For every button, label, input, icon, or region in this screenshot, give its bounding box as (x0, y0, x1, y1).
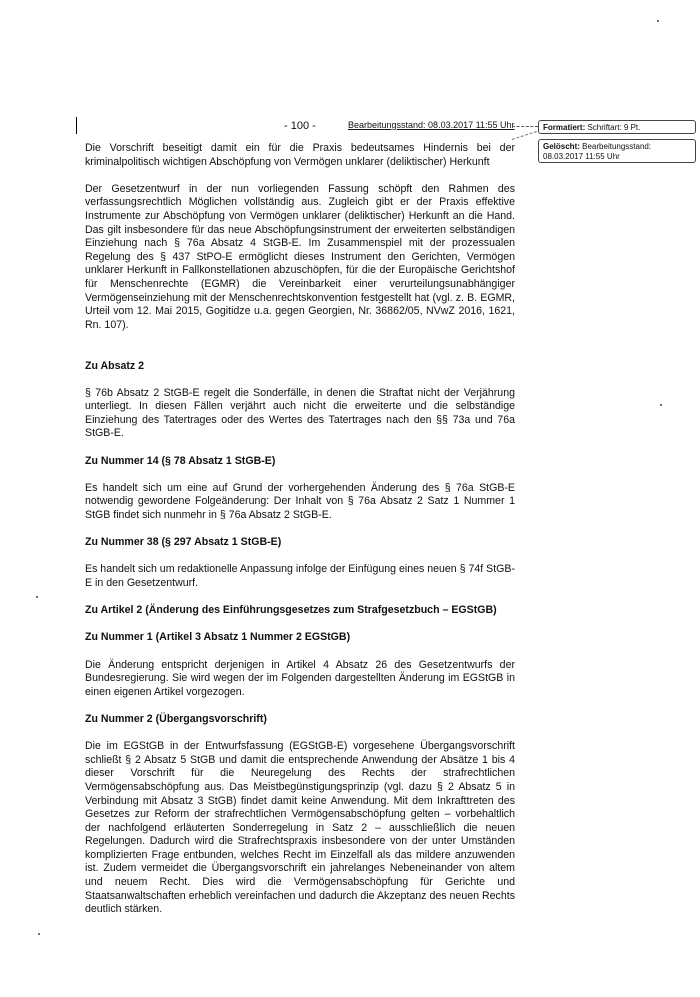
page-number: - 100 - (284, 120, 316, 132)
paragraph: Die Änderung entspricht derjenigen in Artikel 4 Absatz 26 des Gesetzentwurfs der Bundesregierung. Sie wird wegen der im Folgenden dargestellten Änderung im EGStGB in einen eigenen Artikel vorgezogen. (85, 658, 515, 698)
document-body (85, 142, 515, 930)
comment-text: Schriftart: 9 Pt. (587, 123, 641, 132)
paragraph: Es handelt sich um eine auf Grund der vorhergehenden Änderung des § 76a StGB-E notwendig gewordene Folgeänderung: Der Inhalt von § 76a Absatz 2 Satz 1 Nummer 1 StGB findet sich nunmehr in § 76a Absatz 2 StGB-E. (85, 481, 515, 522)
paragraph: Der Gesetzentwurf in der nun vorliegenden Fassung schöpft den Rahmen des verfassungsrechtlich Möglichen vollständig aus. Zugleich gibt er der Praxis effektive Instrumente zur Abschöpfung von Vermögen unklarer (deliktischer) Herkunft an die Hand. Das gilt insbesondere für das neue Abschöpfungsinstrument der erweiterten selbständigen Einziehung nach § 76a Absatz 4 StGB-E. Im Zusammenspiel mit der prozessualen Regelung des § 437 StPO-E ermöglicht dieses Instrument den Gerichten, Vermögen unklarer Herkunft in Fallkonstellationen abzuschöpfen, für die der Europäische Gerichtshof für Menschenrechte (EGMR) die Vereinbarkeit einer verurteilungsunabhängiger Vermögenseinziehung mit der Menschenrechtskonvention festgestellt hat (vgl. z. B. EGMR, Urteil vom 12. Mai 2015, Gogitidze u.a. gegen Georgien, Nr. 36862/05, NVwZ 2016, 1621, Rn. 107). (85, 182, 515, 331)
scan-speck (657, 20, 659, 22)
comment-label: Gelöscht: (543, 142, 580, 151)
section-heading: Zu Nummer 2 (Übergangsvorschrift) (85, 712, 267, 725)
section-heading: Zu Nummer 14 (§ 78 Absatz 1 StGB-E) (85, 454, 276, 467)
scan-speck (36, 596, 38, 598)
paragraph: Die Vorschrift beseitigt damit ein für die Praxis bedeutsames Hindernis bei der kriminalpolitisch wichtigen Abschöpfung von Vermögen unklarer (deliktischer) Herkunft (85, 142, 515, 168)
section-heading: Zu Nummer 1 (Artikel 3 Absatz 1 Nummer 2 EGStGB) (85, 631, 351, 644)
paragraph: § 76b Absatz 2 StGB-E regelt die Sonderfälle, in denen die Straftat nicht der Verjährung unterliegt. In diesen Fällen verjährt auch nicht die erweiterte und die selbständige Einziehung des Tatertrages oder des Wertes des Tatertrages nach den §§ 73a und 76a StGB-E. (85, 386, 515, 440)
section-heading: Zu Absatz 2 (85, 359, 145, 372)
scan-speck (38, 933, 40, 935)
scan-speck (660, 404, 662, 406)
comment-formatted[interactable] (538, 120, 696, 134)
comment-deleted[interactable] (538, 139, 696, 163)
comment-label: Formatiert: (543, 123, 586, 132)
paragraph: Es handelt sich um redaktionelle Anpassung infolge der Einfügung eines neuen § 74f StGB-E in den Gesetzentwurf. (85, 563, 515, 589)
section-heading: Zu Artikel 2 (Änderung des Einführungsgesetzes zum Strafgesetzbuch – EGStGB) (85, 604, 497, 617)
comment-connector (512, 126, 538, 127)
comment-connector (512, 131, 537, 140)
status-line: Bearbeitungsstand: 08.03.2017 11:55 Uhr (348, 120, 515, 130)
spacer (85, 346, 515, 360)
change-bar (76, 117, 77, 134)
comment-text: Bearbeitungsstand: 08.03.2017 11:55 Uhr (543, 142, 652, 161)
paragraph: Die im EGStGB in der Entwurfsfassung (EGStGB-E) vorgesehene Übergangsvorschrift schließt § 2 Absatz 5 StGB und damit die entsprechende Anwendung der Absätze 1 bis 4 dieser Vorschrift für die Neuregelung des Rechts der strafrechtlichen Vermögensabschöpfung aus. Das Meistbegünstigungsprinzip (vgl. dazu § 2 Absatz 5 in Verbindung mit Absatz 3 StGB) findet damit keine Anwendung. Mit dem Inkrafttreten des Gesetzes zur Reform der strafrechtlichen Vermögensabschöpfung gelten – vorbehaltlich der nachfolgend erläuterten Sonderregelung in Satz 2 – ausschließlich die neuen Regelungen. Dadurch wird die Strafrechtspraxis insbesondere von der unter Umständen komplizierten Frage entbunden, welches Recht im Einzelfall als das mildere anzuwenden ist. Zudem vermeidet die Übergangsvorschrift ein jahrelanges Nebeneinander von altem und neuem Recht. Dies wird die Vermögensabschöpfung für Gerichte und Staatsanwaltschaften erheblich vereinfachen und dadurch die Akzeptanz des neuen Rechts deutlich stärken. (85, 740, 515, 916)
section-heading: Zu Nummer 38 (§ 297 Absatz 1 StGB-E) (85, 536, 282, 549)
